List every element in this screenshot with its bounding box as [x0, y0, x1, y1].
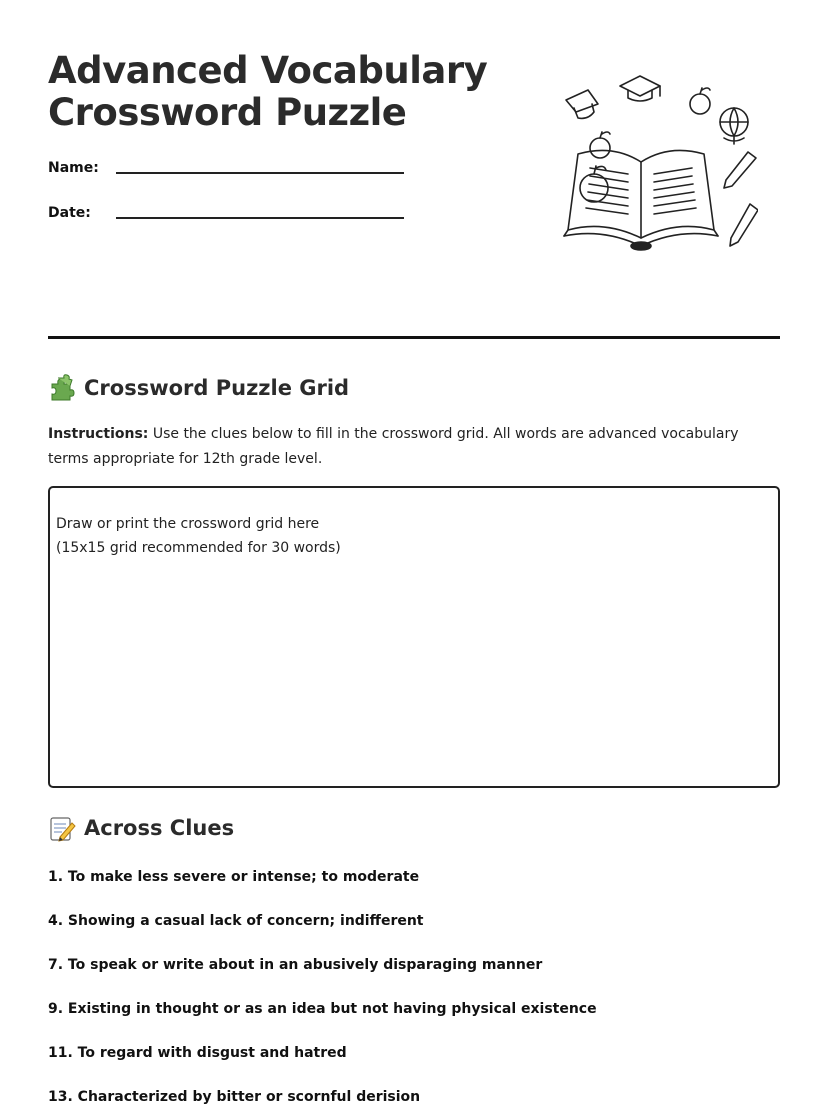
- name-field: [48, 160, 99, 176]
- title-line-2: Crossword Puzzle: [48, 91, 407, 134]
- across-clue: 1. To make less severe or intense; to moderate: [48, 869, 420, 885]
- puzzle-piece-icon: [48, 374, 76, 402]
- crossword-grid-area[interactable]: [48, 486, 780, 788]
- across-section-title: Across Clues: [84, 816, 235, 840]
- instructions-label: Instructions:: [48, 426, 149, 442]
- name-label: Name:: [48, 160, 99, 176]
- date-field: [48, 205, 91, 221]
- grid-section-title: Crossword Puzzle Grid: [84, 376, 350, 400]
- grid-placeholder-line-1: Draw or print the crossword grid here: [56, 516, 320, 532]
- header-divider: [48, 336, 780, 339]
- across-clues-list: [48, 866, 780, 1118]
- instructions: [48, 422, 778, 472]
- memo-pencil-icon: [48, 814, 76, 842]
- across-clue: 7. To speak or write about in an abusively disparaging manner: [48, 957, 543, 973]
- grid-section-heading: [48, 374, 349, 402]
- across-clue: 11. To regard with disgust and hatred: [48, 1045, 347, 1061]
- grid-placeholder-line-2: (15x15 grid recommended for 30 words): [56, 540, 341, 556]
- date-line[interactable]: [116, 217, 404, 219]
- across-clue: 13. Characterized by bitter or scornful derision: [48, 1089, 421, 1105]
- instructions-text: Use the clues below to fill in the crossword grid. All words are advanced vocabulary terms appropriate for 12th grade level.: [48, 426, 739, 467]
- title-line-1: Advanced Vocabulary: [48, 49, 488, 92]
- worksheet-header: [48, 50, 780, 290]
- date-label: Date:: [48, 205, 91, 221]
- across-clue: 9. Existing in thought or as an idea but not having physical existence: [48, 1001, 597, 1017]
- across-section-heading: [48, 814, 234, 842]
- name-line[interactable]: [116, 172, 404, 174]
- across-clue: 4. Showing a casual lack of concern; indifferent: [48, 913, 424, 929]
- books-and-school-items-illustration: [528, 70, 758, 260]
